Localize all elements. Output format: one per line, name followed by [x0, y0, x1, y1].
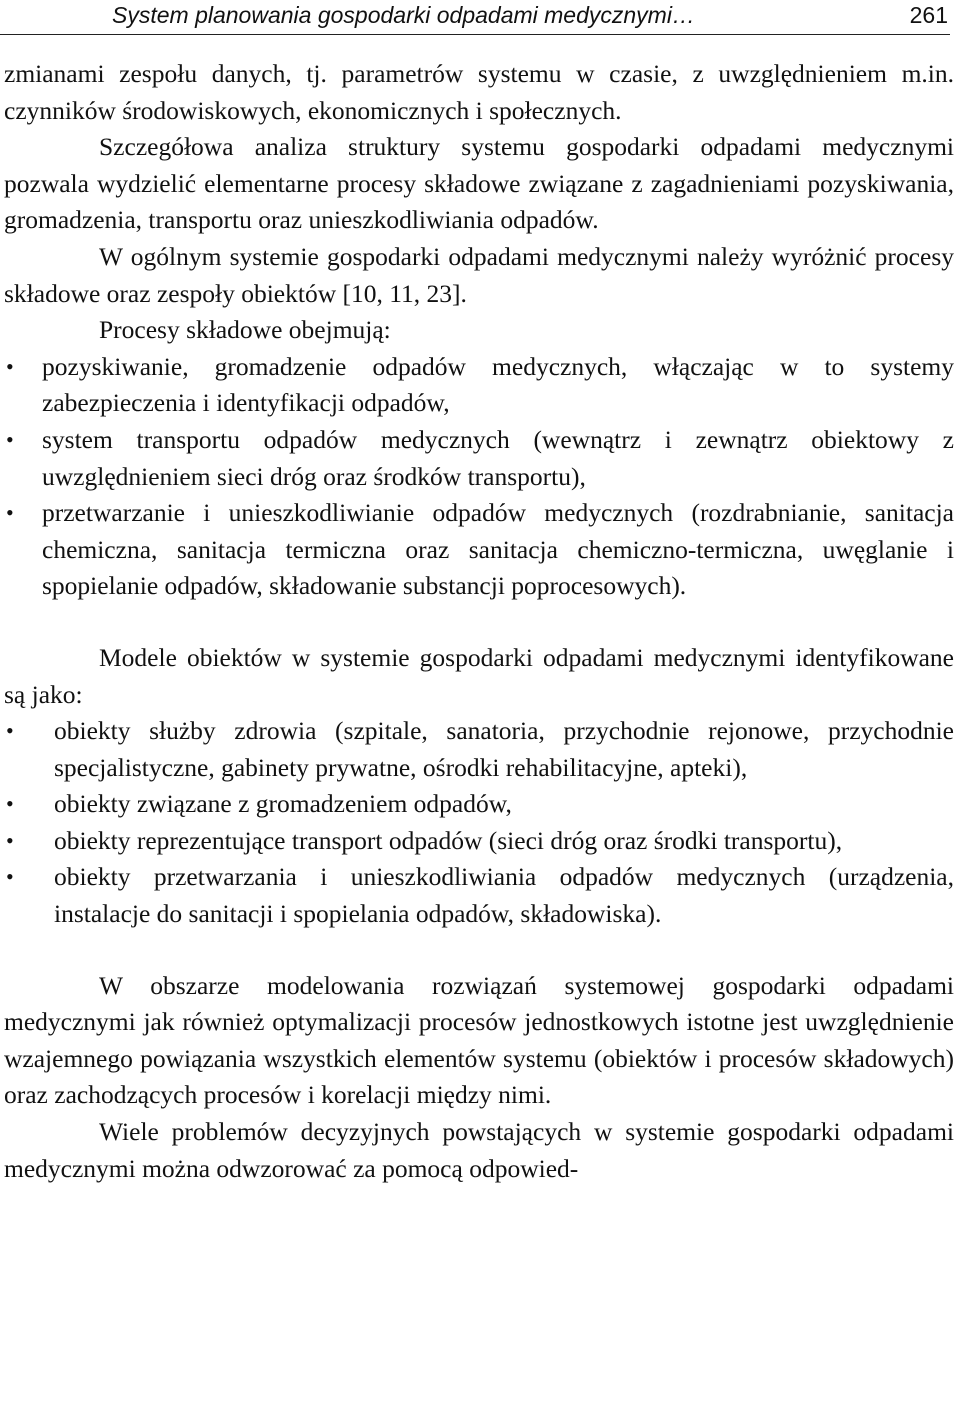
- list-item: [4, 823, 954, 860]
- list-item-text: obiekty przetwarzania i unieszkodliwiania odpadów medycznych (urządzenia, instalacje do sanitacji i spopielania odpadów, składowiska).: [54, 862, 954, 929]
- paragraph-object-models: Modele obiektów w systemie gospodarki odpadami medycznymi identyfikowane są jako:: [4, 642, 954, 709]
- list-item: [4, 349, 954, 422]
- spacer: [4, 605, 954, 640]
- paragraph-continuation: zmianami zespołu danych, tj. parametrów systemu w czasie, z uwzględnieniem m.in. czynników środowiskowych, ekonomicznych i społecznych.: [4, 59, 954, 125]
- paragraph-decision-problems: Wiele problemów decyzyjnych powstających w systemie gospodarki odpadami medycznymi można odwzorować za pomocą odpowied-: [4, 1117, 954, 1183]
- list-item: [4, 786, 954, 823]
- running-header: [0, 0, 950, 35]
- bullet-icon: •: [6, 500, 14, 526]
- list-item-text: obiekty związane z gromadzeniem odpadów,: [54, 789, 512, 819]
- bullet-icon: •: [6, 426, 14, 452]
- list-item: [4, 422, 954, 495]
- page-number: 261: [909, 2, 948, 28]
- objects-list: [4, 713, 954, 933]
- paragraph-analysis: Szczegółowa analiza struktury systemu gospodarki odpadami medycznymi pozwala wydzielić elementarne procesy składowe związane z zagadnieniami pozyskiwania, gromadzenia, transportu oraz unieszkodliwiania odpadów.: [4, 132, 954, 235]
- processes-list: [4, 349, 954, 605]
- running-header-title: System planowania gospodarki odpadami medycznymi…: [112, 2, 695, 28]
- list-item-text: system transportu odpadów medycznych (wewnątrz i zewnątrz obiektowy z uwzględnieniem sieci dróg oraz środków transportu),: [42, 424, 954, 491]
- body-text: [4, 56, 954, 1187]
- list-item: [4, 495, 954, 605]
- paragraph-processes-intro: Procesy składowe obejmują:: [99, 315, 391, 345]
- paragraph-general-system: W ogólnym systemie gospodarki odpadami medycznymi należy wyróżnić procesy składowe oraz zespoły obiektów [10, 11, 23].: [4, 241, 954, 308]
- spacer: [4, 933, 954, 968]
- list-item: [4, 859, 954, 932]
- list-item-text: obiekty reprezentujące transport odpadów (sieci dróg oraz środki transportu),: [54, 825, 843, 855]
- list-item-text: przetwarzanie i unieszkodliwianie odpadów medycznych (rozdrabnianie, sanitacja chemiczna, sanitacja termiczna oraz sanitacja chemiczno-termiczna, uwęglanie i spopielanie odpadów, składowanie substancji poprocesowych).: [42, 498, 954, 601]
- bullet-icon: •: [6, 864, 14, 890]
- list-item: [4, 713, 954, 786]
- bullet-icon: •: [6, 353, 14, 379]
- bullet-icon: •: [6, 718, 14, 744]
- bullet-icon: •: [6, 827, 14, 853]
- bullet-icon: •: [6, 791, 14, 817]
- list-item-text: pozyskiwanie, gromadzenie odpadów medycznych, włączając w to systemy zabezpieczenia i identyfikacji odpadów,: [42, 351, 954, 418]
- paragraph-modeling: W obszarze modelowania rozwiązań systemowej gospodarki odpadami medycznymi jak również optymalizacji procesów jednostkowych istotne jest uwzględnienie wzajemnego powiązania wszystkich elementów systemu (obiektów i procesów składowych) oraz zachodzących procesów i korelacji między nimi.: [4, 970, 954, 1110]
- list-item-text: obiekty służby zdrowia (szpitale, sanatoria, przychodnie rejonowe, przychodnie specjalistyczne, gabinety prywatne, ośrodki rehabilitacyjne, apteki),: [54, 716, 954, 782]
